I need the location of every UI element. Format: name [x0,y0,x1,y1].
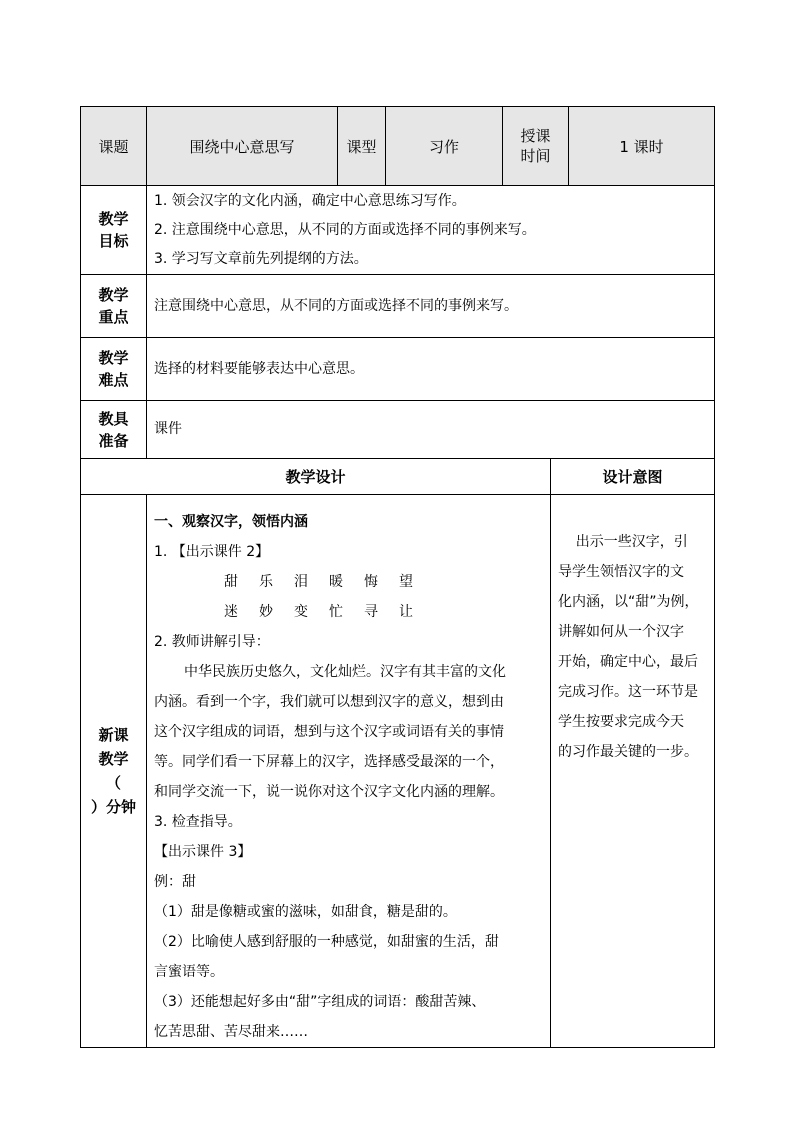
char: 让 [399,604,413,620]
intent-line: 出示一些汉字，引 [558,534,688,550]
step-3: 3. 检查指导。 [154,814,242,830]
lesson-plan-table [80,106,715,1048]
paragraph-line: 中华民族历史悠久，文化灿烂。汉字有其丰富的文化 [184,664,506,680]
char: 迷 [224,604,238,620]
difficulty-label: 教学 难点 [81,338,147,401]
char: 寻 [364,604,378,620]
tools-label: 教具 准备 [81,401,147,459]
new-lesson-row [81,495,715,1048]
time-label [503,107,569,186]
header-row [81,107,715,186]
example-line: （2）比喻使人感到舒服的一种感觉，如甜蜜的生活，甜 [154,934,499,950]
section-title: 一、观察汉字，领悟内涵 [154,514,308,530]
objectives-label: 教学 目标 [81,186,147,275]
topic-label: 课题 [81,107,147,186]
design-header-left: 教学设计 [81,459,551,495]
chars-row-2 [154,597,550,627]
chars-row-1 [154,567,550,597]
focus-label: 教学 重点 [81,275,147,338]
step-1: 1. 【出示课件 2】 [154,544,270,560]
paragraph-line: 和同学交流一下，说一说你对这个汉字文化内涵的理解。 [154,784,504,800]
time-label-line2: 时间 [520,147,551,165]
type-value: 习作 [386,107,503,186]
tools-row [81,401,715,459]
design-header-right: 设计意图 [551,459,715,495]
time-value: 1 课时 [569,107,715,186]
time-label-line1: 授课 [520,127,551,145]
intent-line: 导学生领悟汉字的文 [558,564,684,580]
example-label: 例：甜 [154,874,196,890]
paragraph-line: 内涵。看到一个字，我们就可以想到汉字的意义，想到由 [154,694,504,710]
focus-text: 注意围绕中心意思，从不同的方面或选择不同的事例来写。 [147,275,715,338]
topic-value: 围绕中心意思写 [147,107,338,186]
design-intent-content [551,495,715,1048]
char: 妙 [259,604,273,620]
intent-line: 开始，确定中心，最后 [558,654,698,670]
new-lesson-label: 新课 教学 （ ）分钟 [81,495,147,1048]
char: 甜 [224,574,238,590]
char: 泪 [294,574,308,590]
objectives-row [81,186,715,275]
teaching-design-content [147,495,551,1048]
intent-line: 讲解如何从一个汉字 [558,624,684,640]
intent-line: 完成习作。这一环节是 [558,684,698,700]
focus-row [81,275,715,338]
intent-line: 化内涵，以“甜”为例， [558,594,699,610]
objective-item: 3. 学习写文章前先列提纲的方法。 [154,250,368,267]
intent-line: 学生按要求完成今天 [558,714,684,730]
tools-text: 课件 [147,401,715,459]
char: 悔 [364,574,378,590]
intent-line: 的习作最关键的一步。 [558,744,698,760]
example-line: 忆苦思甜、苦尽甜来…… [154,1024,308,1040]
objectives-list [147,186,715,275]
char: 暖 [329,574,343,590]
paragraph-line: 这个汉字组成的词语，想到与这个汉字或词语有关的事情 [154,724,504,740]
example-line: （3）还能想起好多由“甜”字组成的词语：酸甜苦辣、 [154,994,486,1010]
step-2: 2. 教师讲解引导： [154,634,270,650]
design-header-row [81,459,715,495]
objective-item: 2. 注意围绕中心意思，从不同的方面或选择不同的事例来写。 [154,221,536,238]
char: 变 [294,604,308,620]
example-line: （1）甜是像糖或蜜的滋味，如甜食，糖是甜的。 [154,904,457,920]
courseware-3: 【出示课件 3】 [154,844,252,860]
paragraph-line: 等。同学们看一下屏幕上的汉字，选择感受最深的一个， [154,754,504,770]
char: 望 [399,574,413,590]
difficulty-row [81,338,715,401]
example-line: 言蜜语等。 [154,964,224,980]
char: 乐 [259,574,273,590]
char: 忙 [329,604,343,620]
difficulty-text: 选择的材料要能够表达中心意思。 [147,338,715,401]
type-label: 课型 [338,107,386,186]
objective-item: 1. 领会汉字的文化内涵，确定中心意思练习写作。 [154,192,466,209]
